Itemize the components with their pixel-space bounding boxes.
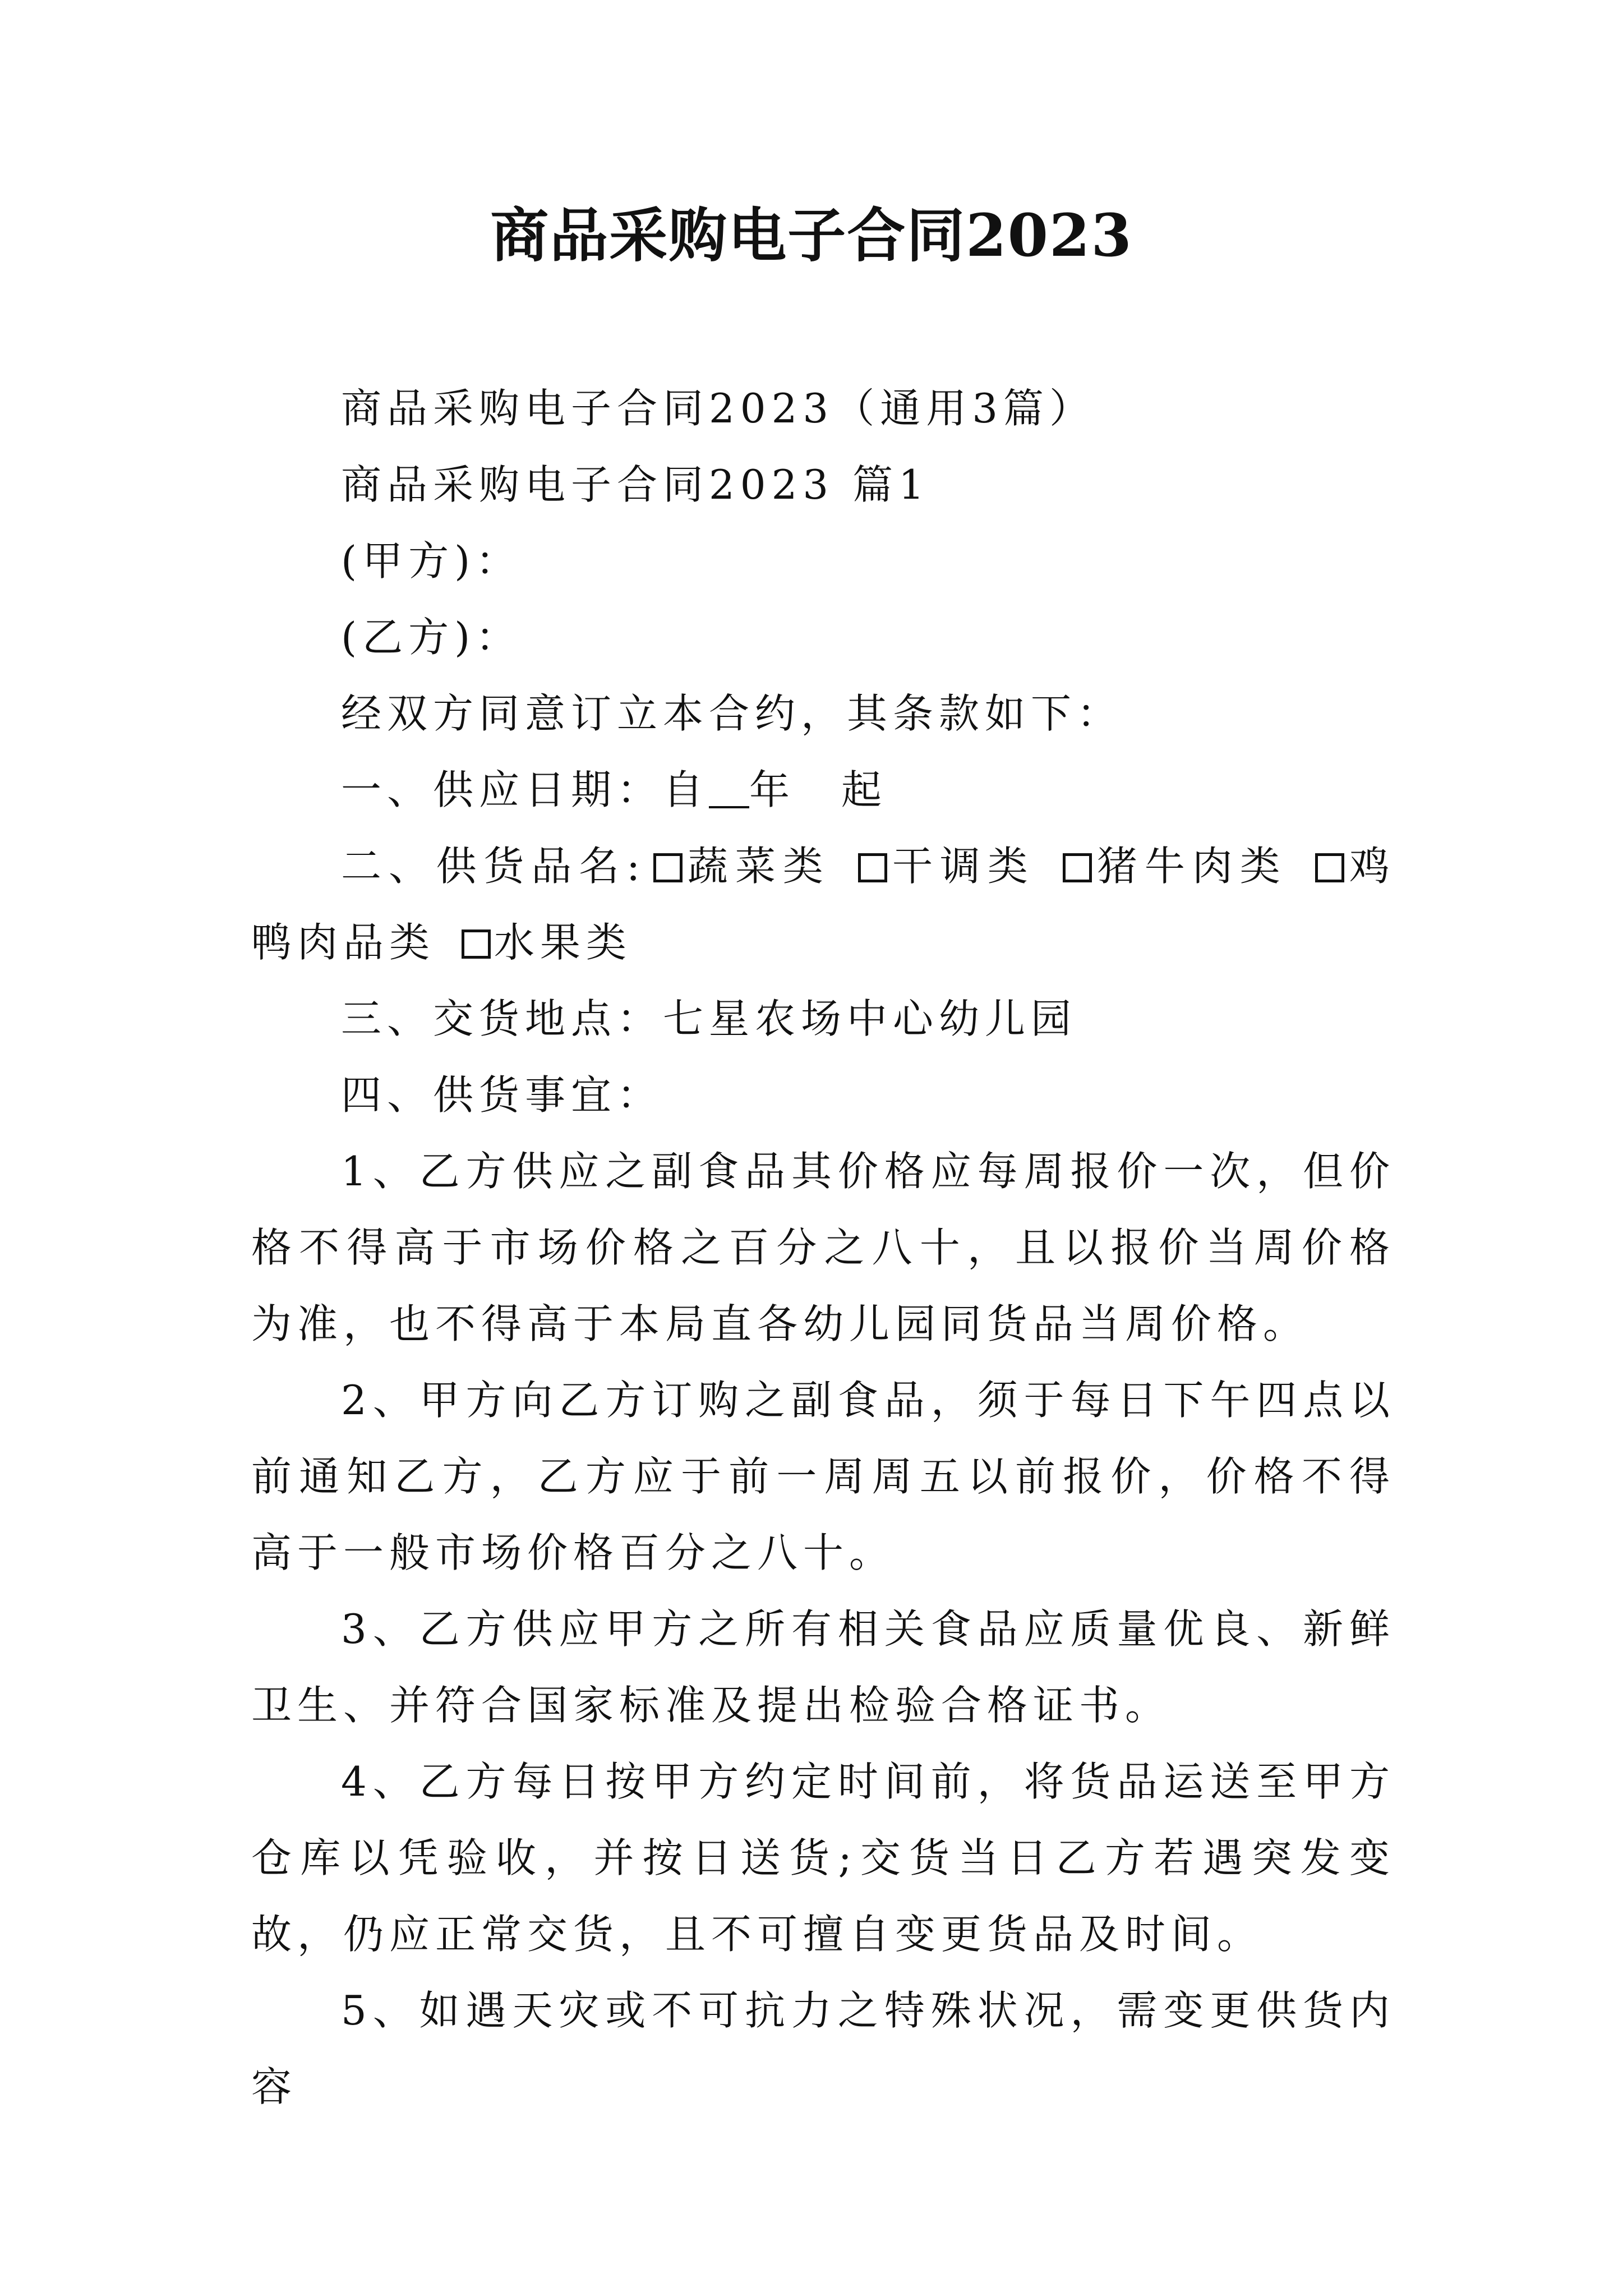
supply-date-line <box>251 752 1395 828</box>
checkbox-icon <box>1063 853 1092 882</box>
clause-5: 5、如遇天灾或不可抗力之特殊状况，需变更供货内容 <box>251 1987 1395 2110</box>
document-title: 商品采购电子合同2023 <box>490 201 1133 270</box>
year-blank <box>709 766 749 808</box>
supply-date-prefix: 一、供应日期：自 <box>341 766 709 813</box>
supply-date-year: 年 <box>749 766 796 813</box>
subtitle: 商品采购电子合同2023（通用3篇） <box>341 385 1096 432</box>
section-heading: 商品采购电子合同2023 篇1 <box>341 461 930 508</box>
delivery-place-line: 三、交货地点：七星农场中心幼儿园 <box>341 995 1077 1042</box>
goods-option: 水果类 <box>454 919 632 966</box>
checkbox-icon <box>653 853 683 882</box>
checkbox-icon <box>1315 853 1344 882</box>
document-body <box>251 370 1395 2125</box>
party-b-line: (乙方)： <box>341 614 522 661</box>
clause-4: 4、乙方每日按甲方约定时间前，将货品运送至甲方仓库以凭验收，并按日送货;交货当日乙方若遇突发变故，仍应正常交货，且不可擅自变更货品及时间。 <box>251 1758 1395 1958</box>
goods-option: 干调类 <box>850 843 1035 890</box>
goods-label: 二、供货品名: <box>341 843 646 890</box>
supply-date-suffix: 起 <box>841 766 888 813</box>
goods-option: 猪牛肉类 <box>1055 843 1287 890</box>
goods-line <box>251 828 1395 981</box>
goods-option: 鸡鸭肉品类 <box>251 843 1395 966</box>
checkbox-icon <box>858 853 887 882</box>
clause-1: 1、乙方供应之副食品其价格应每周报价一次，但价格不得高于市场价格之百分之八十，且以报价当周价格为准，也不得高于本局直各幼儿园同货品当周价格。 <box>251 1148 1395 1347</box>
intro-line: 经双方同意订立本合约，其条款如下： <box>341 690 1123 737</box>
clause-3: 3、乙方供应甲方之所有相关食品应质量优良、新鲜卫生、并符合国家标准及提出检验合格证书。 <box>251 1605 1395 1729</box>
matters-heading: 四、供货事宜： <box>341 1071 663 1119</box>
goods-option: 蔬菜类 <box>645 843 830 890</box>
checkbox-icon <box>462 930 491 959</box>
party-a-line: (甲方)： <box>341 537 522 585</box>
clause-2: 2、甲方向乙方订购之副食品，须于每日下午四点以前通知乙方，乙方应于前一周周五以前报价，价格不得高于一般市场价格百分之八十。 <box>251 1377 1395 1576</box>
